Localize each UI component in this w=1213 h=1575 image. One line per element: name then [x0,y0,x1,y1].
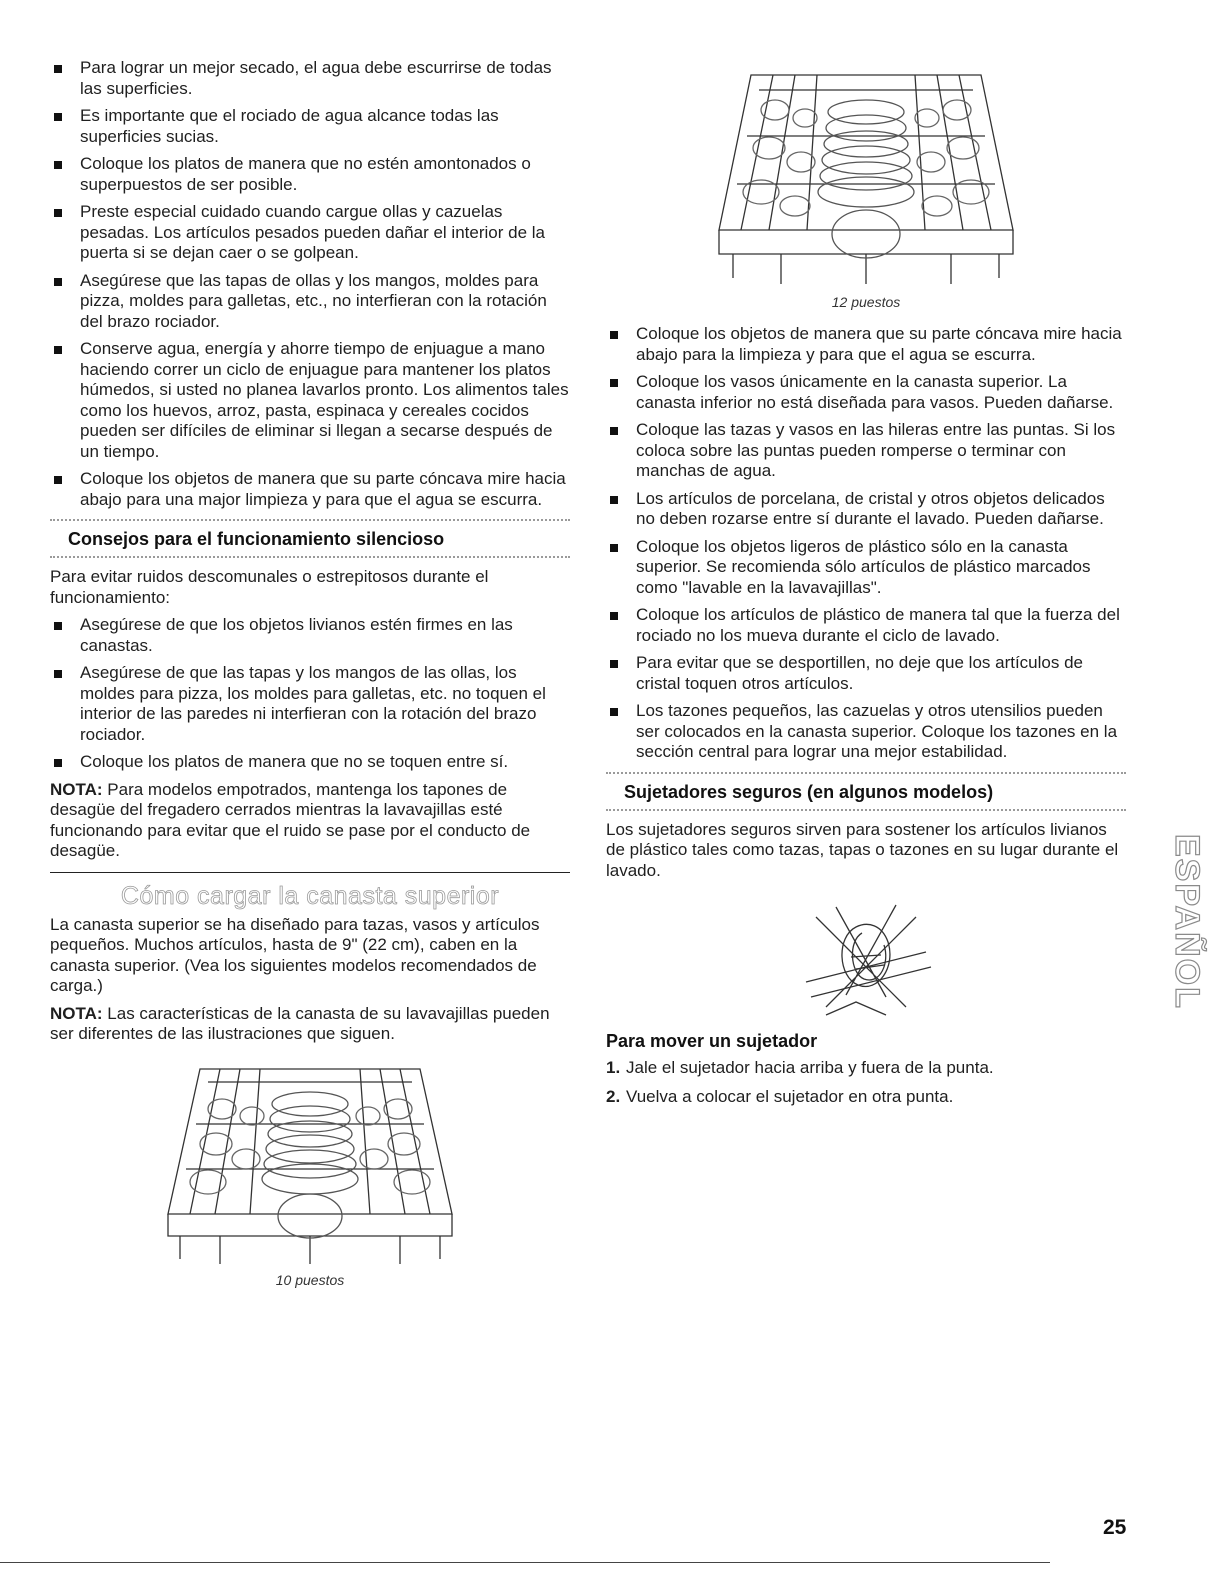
bullet-square-icon [54,113,62,121]
quiet-intro-text: Para evitar ruidos descomunales o estrepitosos durante el funcionamiento: [50,567,489,607]
list-item: Para lograr un mejor secado, el agua debe escurrirse de todas las superficies. [50,58,570,99]
bullet-square-icon [54,622,62,630]
bullet-square-icon [54,209,62,217]
list-item: Coloque los platos de manera que no se toquen entre sí. [50,752,570,773]
quiet-operation-heading: Consejos para el funcionamiento silencioso [68,529,445,549]
list-item: Coloque los objetos de manera que su parte cóncava mire hacia abajo para la limpieza y para que el agua se escurra. [606,324,1126,365]
list-item: Asegúrese que las tapas de ollas y los mangos, moldes para pizza, moldes para galletas, etc., no interfieran con la rotación del brazo rociador. [50,271,570,333]
side-tab-label: ESPAÑOL [1168,834,1206,1010]
note-paragraph: NOTA: Para modelos empotrados, mantenga los tapones de desagüe del fregadero cerrados mientras la lavavajillas esté funcionando para evitar que el ruido se pase por el conducto de desagüe. [50,779,531,860]
step-number: 2. [606,1086,621,1106]
move-clip-steps [606,1058,1126,1107]
page-number: 25 [1103,1516,1127,1539]
note-label: NOTA: [50,1003,103,1023]
section-intro-text: La canasta superior se ha diseñado para tazas, vasos y artículos pequeños. Muchos artículos, hasta de 9" (22 cm), caben en la canasta superior. (Vea los siguientes modelos recomendados de carga.) [50,914,540,995]
bullet-square-icon [610,612,618,620]
list-item: Conserve agua, energía y ahorre tiempo de enjuague a mano haciendo correr un ciclo de enjuague para mantener los platos húmedos, si usted no planea lavarlos pronto. Los alimentos tales como los huevos, arroz, pasta, espinaca y cereales cocidos pueden ser difíciles de eliminar si llegan a secarse después de un tiempo. [50,339,570,462]
step-item: 2. Vuelva a colocar el sujetador en otra punta. [606,1086,954,1106]
list-item: Asegúrese de que las tapas y los mangos de las ollas, los moldes para pizza, los moldes para galletas, etc. no toquen el interior de las paredes ni interfieran con la rotación del brazo rociador. [50,663,570,745]
list-item: Coloque las tazas y vasos en las hileras entre las puntas. Si los coloca sobre las puntas pueden romperse o terminar con manchas de agua. [606,420,1126,482]
list-item: Es importante que el rociado de agua alcance todas las superficies sucias. [50,106,570,147]
language-side-tab [1150,830,1206,1062]
bullet-square-icon [54,346,62,354]
list-item: Los artículos de porcelana, de cristal y otros objetos delicados no deben rozarse entre sí durante el lavado. Pueden dañarse. [606,489,1126,530]
bullet-square-icon [54,161,62,169]
quiet-tips-list [50,615,570,773]
secure-clip-illustration [796,897,936,1017]
dotted-divider [606,809,1126,811]
bullet-square-icon [610,660,618,668]
upper-rack-10-settings-illustration [160,1064,460,1266]
list-item: Coloque los vasos únicamente en la canasta superior. La canasta inferior no está diseñada para vasos. Pueden dañarse. [606,372,1126,413]
step-number: 1. [606,1058,621,1077]
bullet-square-icon [54,278,62,286]
figure-caption: 12 puestos [831,294,901,310]
bullet-square-icon [610,544,618,552]
dotted-divider [50,556,570,558]
list-item: Coloque los objetos de manera que su parte cóncava mire hacia abajo para una major limpieza y para que el agua se escurra. [50,469,570,510]
loading-rules-list [606,324,1126,763]
bullet-square-icon [610,496,618,504]
bullet-square-icon [610,708,618,716]
bullet-square-icon [54,65,62,73]
left-column [50,58,570,1288]
note-label: NOTA: [50,779,103,799]
bullet-square-icon [54,670,62,678]
move-clip-heading: Para mover un sujetador [606,1031,818,1051]
list-item: Los tazones pequeños, las cazuelas y otros utensilios pueden ser colocados en la canasta superior. Coloque los tazones en la sección central para lograr una mejor estabilidad. [606,701,1126,763]
list-item: Coloque los artículos de plástico de manera tal que la fuerza del rociado no los mueva durante el ciclo de lavado. [606,605,1126,646]
list-item: Preste especial cuidado cuando cargue ollas y cazuelas pesadas. Los artículos pesados pueden dañar el interior de la puerta si se dejan caer o se golpean. [50,202,570,264]
list-item: Coloque los platos de manera que no estén amontonados o superpuestos de ser posible. [50,154,570,195]
step-item: 1. Jale el sujetador hacia arriba y fuera de la punta. [606,1058,994,1077]
loading-tips-list [50,58,570,510]
list-item: Para evitar que se desportillen, no deje que los artículos de cristal toquen otros artículos. [606,653,1126,694]
list-item: Coloque los objetos ligeros de plástico sólo en la canasta superior. Se recomienda sólo artículos de plástico marcados como "lavable en la lavavajillas". [606,537,1126,599]
bullet-square-icon [54,759,62,767]
bullet-square-icon [54,476,62,484]
right-column [606,70,1126,1115]
section-rule [50,872,570,873]
bullet-square-icon [610,331,618,339]
section-title: Cómo cargar la canasta superior [120,881,500,910]
list-item: Asegúrese de que los objetos livianos estén firmes en las canastas. [50,615,570,656]
bullet-square-icon [610,427,618,435]
bottom-rule [0,1562,1050,1563]
figure-caption: 10 puestos [275,1271,345,1288]
bullet-square-icon [610,379,618,387]
note-paragraph: NOTA: Las características de la canasta de su lavavajillas pueden ser diferentes de las ilustraciones que siguen. [50,1003,550,1043]
clips-heading: Sujetadores seguros (en algunos modelos) [624,781,994,802]
upper-rack-12-settings-illustration [711,70,1021,288]
clips-text: Los sujetadores seguros sirven para sostener los artículos livianos de plástico tales como tazas, tapas o tazones en su lugar durante el lavado. [606,819,1119,880]
